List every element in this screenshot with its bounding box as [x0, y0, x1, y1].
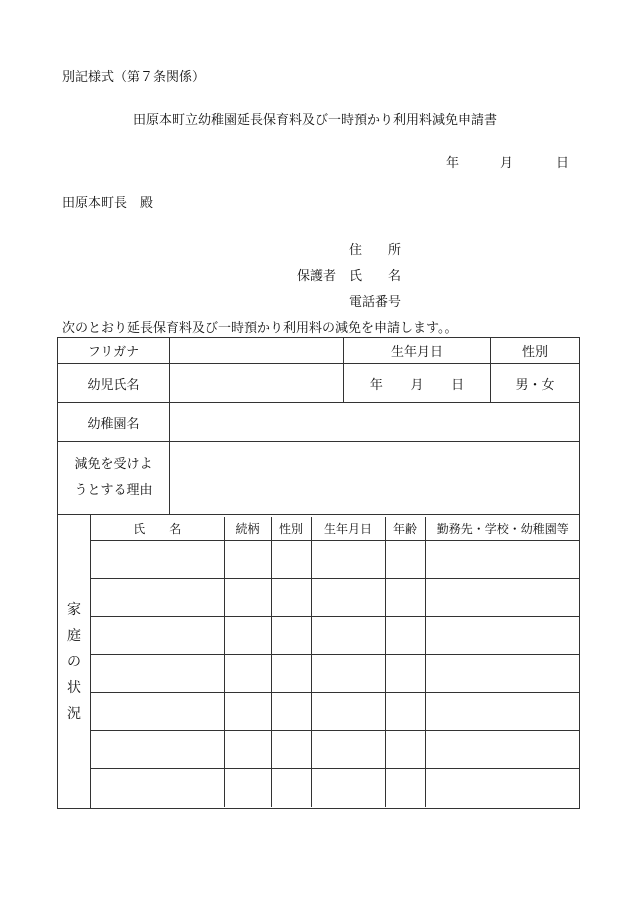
child-name-label: 幼児氏名 — [58, 364, 170, 403]
phone-label: 電話番号 — [349, 295, 402, 310]
family-cell[interactable] — [91, 541, 224, 579]
family-cell[interactable] — [311, 541, 385, 579]
family-cell[interactable] — [385, 617, 425, 655]
table-row — [91, 731, 580, 769]
birthdate-month: 月 — [410, 377, 424, 393]
guardian-label: 保護者 — [297, 269, 337, 284]
reason-label-line2: うとする理由 — [74, 483, 153, 498]
birthdate-year: 年 — [369, 377, 383, 393]
family-cell[interactable] — [271, 579, 311, 617]
family-cell[interactable] — [224, 617, 271, 655]
family-cell[interactable] — [311, 769, 385, 807]
table-row — [91, 617, 580, 655]
family-cell[interactable] — [311, 617, 385, 655]
family-cell[interactable] — [271, 617, 311, 655]
furigana-label: フリガナ — [58, 338, 170, 364]
family-cell[interactable] — [224, 655, 271, 693]
table-row — [91, 655, 580, 693]
family-table — [91, 517, 580, 807]
addressee: 田原本町長 殿 — [62, 196, 154, 211]
table-row — [91, 769, 580, 807]
form-label: 別記様式（第７条関係） — [62, 70, 206, 85]
family-cell[interactable] — [91, 617, 224, 655]
family-cell[interactable] — [224, 579, 271, 617]
family-cell[interactable] — [91, 693, 224, 731]
family-label-char: 家 — [67, 601, 81, 618]
family-cell[interactable] — [271, 541, 311, 579]
family-cell[interactable] — [385, 769, 425, 807]
reason-label — [58, 442, 170, 515]
family-cell[interactable] — [385, 655, 425, 693]
gender-field[interactable]: 男・女 — [491, 364, 580, 403]
family-cell[interactable] — [425, 617, 580, 655]
family-cell[interactable] — [224, 731, 271, 769]
family-cell[interactable] — [425, 693, 580, 731]
kindergarten-field[interactable] — [170, 403, 580, 442]
family-cell[interactable] — [224, 769, 271, 807]
family-cell[interactable] — [311, 579, 385, 617]
child-name-field[interactable] — [170, 364, 344, 403]
reason-field[interactable] — [170, 442, 580, 515]
date-day: 日 — [556, 156, 570, 171]
statement: 次のとおり延長保育料及び一時預かり利用料の減免を申請します。。 — [62, 321, 458, 336]
family-cell[interactable] — [311, 731, 385, 769]
family-cell[interactable] — [311, 655, 385, 693]
reason-label-line1: 減免を受けよ — [74, 457, 153, 472]
gender-label: 性別 — [491, 338, 580, 364]
family-cell[interactable] — [425, 579, 580, 617]
document-title: 田原本町立幼稚園延長保育料及び一時預かり利用料減免申請書 — [132, 113, 497, 128]
family-header-gender: 性別 — [271, 517, 311, 541]
family-cell[interactable] — [224, 541, 271, 579]
family-cell[interactable] — [91, 769, 224, 807]
family-cell[interactable] — [224, 693, 271, 731]
family-header-relation: 続柄 — [224, 517, 271, 541]
family-cell[interactable] — [385, 731, 425, 769]
family-header-age: 年齢 — [385, 517, 425, 541]
family-cell[interactable] — [91, 655, 224, 693]
family-cell[interactable] — [271, 731, 311, 769]
name-label: 氏 名 — [349, 269, 402, 284]
family-cell[interactable] — [425, 731, 580, 769]
birthdate-day: 日 — [451, 377, 465, 393]
family-cell[interactable] — [385, 693, 425, 731]
family-header-name: 氏 名 — [91, 517, 224, 541]
table-row — [91, 579, 580, 617]
family-status-container — [91, 515, 580, 809]
family-cell[interactable] — [385, 579, 425, 617]
birthdate-field[interactable] — [344, 364, 491, 403]
family-cell[interactable] — [271, 655, 311, 693]
table-row — [91, 693, 580, 731]
family-status-label — [58, 515, 91, 809]
family-cell[interactable] — [385, 541, 425, 579]
family-cell[interactable] — [271, 769, 311, 807]
application-table — [57, 337, 580, 809]
family-label-char: 況 — [67, 705, 81, 722]
date-month: 月 — [500, 156, 514, 171]
family-label-char: の — [67, 653, 81, 670]
family-cell[interactable] — [425, 655, 580, 693]
family-cell[interactable] — [91, 579, 224, 617]
family-header-birthdate: 生年月日 — [311, 517, 385, 541]
family-cell[interactable] — [311, 693, 385, 731]
table-row — [91, 541, 580, 579]
family-cell[interactable] — [425, 769, 580, 807]
kindergarten-label: 幼稚園名 — [58, 403, 170, 442]
date-year: 年 — [446, 156, 460, 171]
family-label-char: 状 — [67, 679, 81, 696]
family-header-workplace: 勤務先・学校・幼稚園等 — [425, 517, 580, 541]
birthdate-label: 生年月日 — [344, 338, 491, 364]
address-label: 住 所 — [349, 243, 402, 258]
family-cell[interactable] — [271, 693, 311, 731]
furigana-field[interactable] — [170, 338, 344, 364]
family-cell[interactable] — [91, 731, 224, 769]
family-cell[interactable] — [425, 541, 580, 579]
family-label-char: 庭 — [67, 627, 81, 644]
